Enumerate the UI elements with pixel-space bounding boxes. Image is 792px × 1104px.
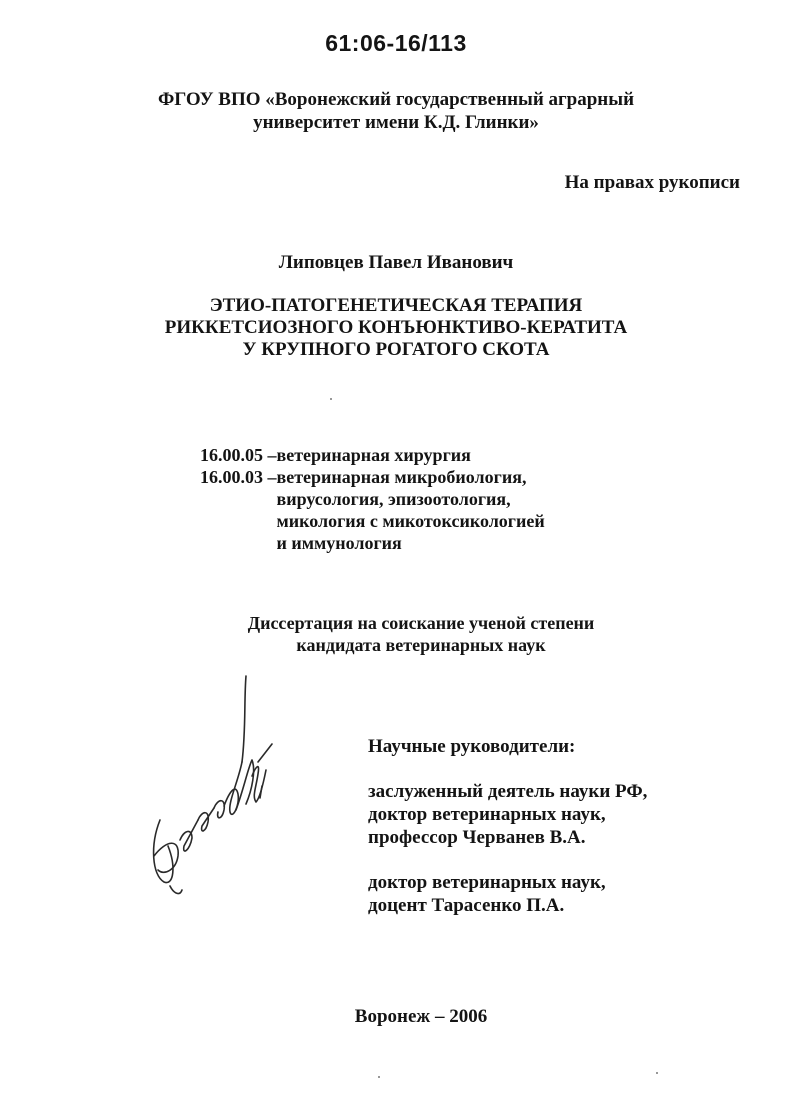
specialty-name [277,466,545,554]
specialties-list [200,444,545,554]
specialty-code: 16.00.03 – [200,467,277,487]
city-year: Воронеж – 2006 [354,1006,488,1027]
organization-name [0,88,792,134]
supervisor-line: доктор ветеринарных наук, [368,804,606,825]
catalog-code: 61:06-16/113 [325,30,467,56]
degree-line: Диссертация на соискание ученой степени [247,613,595,633]
title-line: ЭТИО-ПАТОГЕНЕТИЧЕСКАЯ ТЕРАПИЯ [209,295,583,316]
degree-line: кандидата ветеринарных наук [296,635,546,655]
specialty-name-line: и иммунология [276,533,402,553]
degree-statement [0,612,792,656]
supervisors-block [368,735,647,917]
scan-speck [378,1076,380,1078]
specialty-row [200,444,545,466]
specialty-name-line: микология с микотоксикологией [276,511,545,531]
supervisor-line: доцент Тарасенко П.А. [368,895,565,916]
title-line: РИККЕТСИОЗНОГО КОНЪЮНКТИВО-КЕРАТИТА [164,317,628,338]
rights-note: На правах рукописи [564,172,740,193]
specialty-name [277,444,471,466]
specialty-name-line: вирусология, эпизоотология, [276,489,511,509]
author-name: Липовцев Павел Иванович [278,252,514,273]
supervisor-line: заслуженный деятель науки РФ, [368,781,648,802]
organization-line: ФГОУ ВПО «Воронежский государственный аграрный [157,89,635,110]
organization-line: университет имени К.Д. Глинки» [253,112,539,133]
specialty-name-line: ветеринарная микробиология, [276,467,527,487]
title-line: У КРУПНОГО РОГАТОГО СКОТА [242,339,550,360]
supervisor-line: профессор Черванев В.А. [368,827,586,848]
scan-speck [330,398,332,400]
specialty-code: 16.00.05 – [200,445,277,465]
handwritten-signature [140,670,290,900]
supervisors-heading: Научные руководители: [368,736,576,757]
dissertation-title [0,295,792,361]
specialty-name-line: ветеринарная хирургия [276,445,471,465]
supervisor-line: доктор ветеринарных наук, [368,872,606,893]
scan-speck [656,1072,658,1074]
specialty-row [200,466,545,554]
